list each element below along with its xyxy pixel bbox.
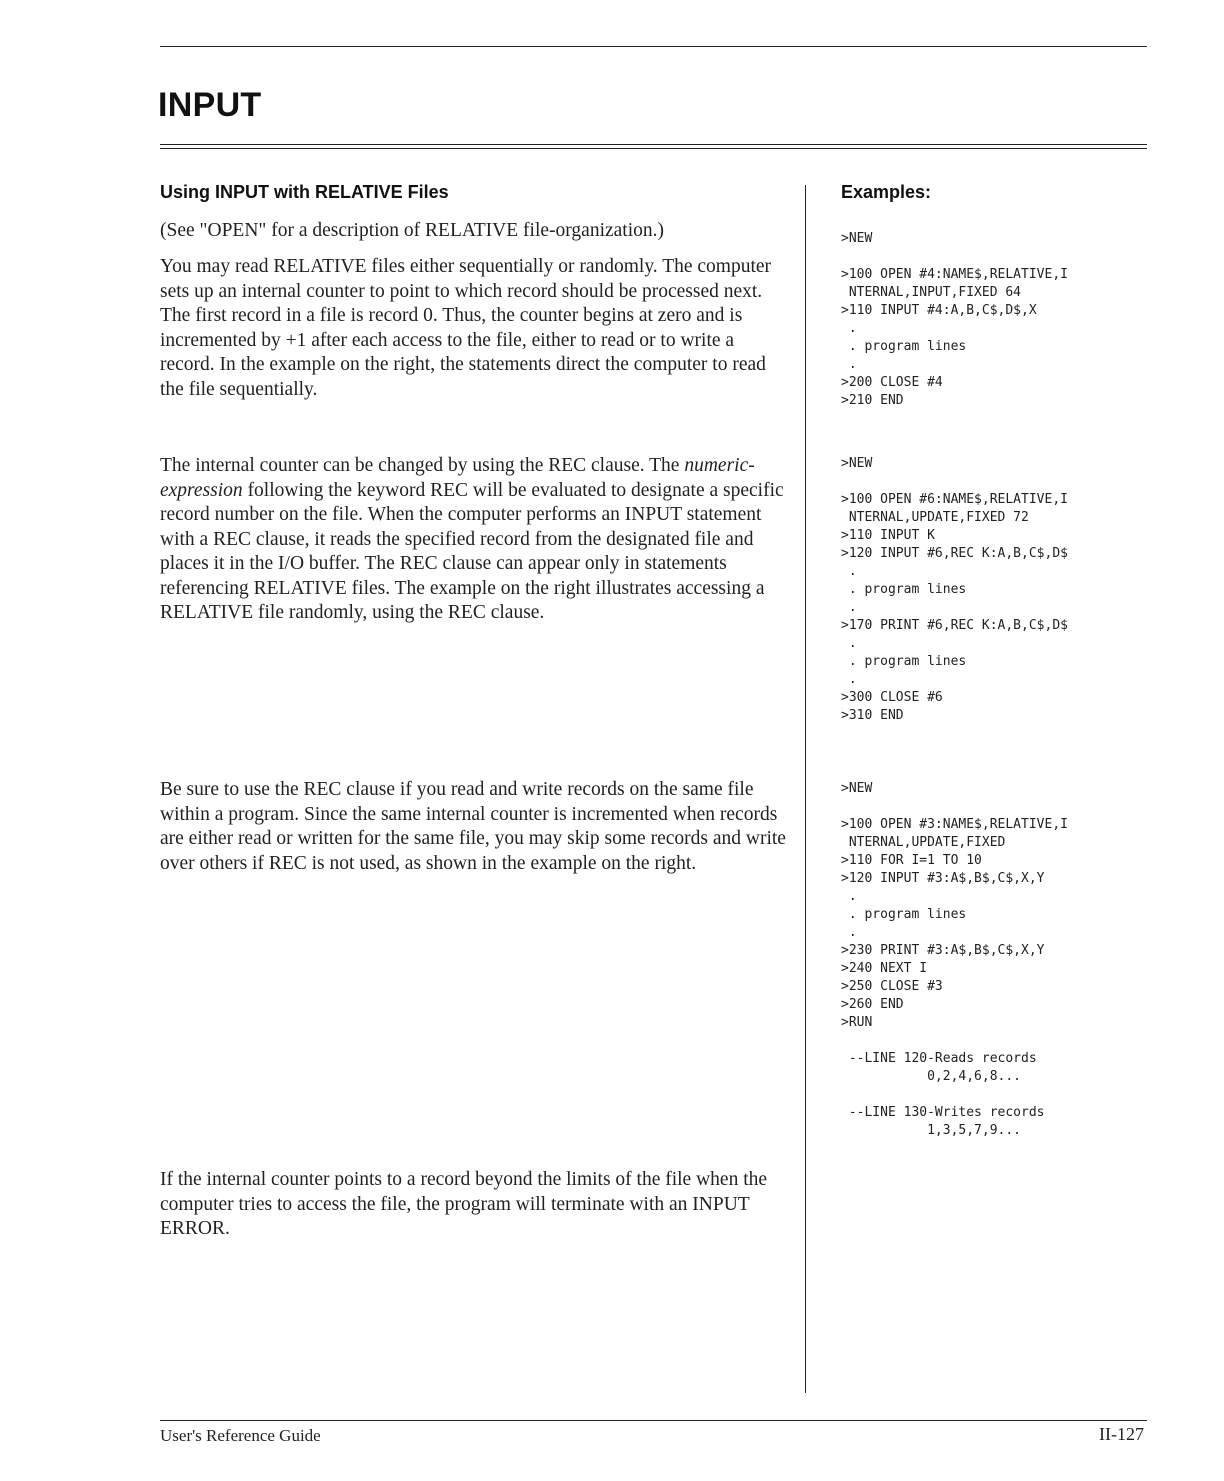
example-sequential-code: >NEW >100 OPEN #4:NAME$,RELATIVE,I NTERNAL,INPUT,FIXED 64 >110 INPUT #4:A,B,C$,D$,X . . program lines . >200 CLOSE #4 >210 END	[841, 231, 1068, 408]
paragraph-same-file-warning: Be sure to use the REC clause if you read and write records on the same file within a program. Since the same internal counter is incremented when records are either read or written for the same file, you may skip some records and write over others if REC is not used, as shown in the example on the right.	[160, 779, 786, 874]
paragraph-rec-clause-start: The internal counter can be changed by using the REC clause. The	[160, 455, 685, 476]
examples-heading: Examples:	[841, 182, 932, 202]
top-rule	[160, 46, 1147, 47]
see-open-note: (See "OPEN" for a description of RELATIVE file-organization.)	[160, 219, 665, 241]
footer-guide-title: User's Reference Guide	[160, 1426, 321, 1445]
example-overwrite-code: >NEW >100 OPEN #3:NAME$,RELATIVE,I NTERNAL,UPDATE,FIXED >110 FOR I=1 TO 10 >120 INPUT #3:A$,B$,C$,X,Y . . program lines . >230 PRINT #3:A$,B$,C$,X,Y >240 NEXT I >250 CLOSE #3 >260 END >RUN --LINE 120-Reads records 0,2,4,6,8... --LINE 130-Writes records 1,3,5,7,9...	[841, 781, 1068, 1138]
example-random-code: >NEW >100 OPEN #6:NAME$,RELATIVE,I NTERNAL,UPDATE,FIXED 72 >110 INPUT K >120 INPUT #6,REC K:A,B,C$,D$ . . program lines . >170 PRINT #6,REC K:A,B,C$,D$ . . program lines . >300 CLOSE #6 >310 END	[841, 456, 1068, 723]
footer-rule	[160, 1420, 1147, 1421]
page-title: INPUT	[158, 86, 262, 124]
paragraph-input-error: If the internal counter points to a record beyond the limits of the file when the computer tries to access the file, the program will terminate with an INPUT ERROR.	[160, 1169, 768, 1239]
column-divider	[805, 185, 806, 1393]
paragraph-rec-clause	[160, 454, 792, 626]
right-column	[841, 180, 1161, 1138]
footer-page-number: II-127	[1099, 1424, 1144, 1444]
paragraph-rec-clause-end: following the keyword REC will be evaluated to designate a specific record number on the file. When the computer performs an INPUT statement with a REC clause, it reads the specified record from the designated file and places it in the I/O buffer. The REC clause can appear only in statements referencing RELATIVE files. The example on the right illustrates accessing a RELATIVE file randomly, using the REC clause.	[160, 479, 784, 623]
section-heading: Using INPUT with RELATIVE Files	[160, 182, 449, 202]
paragraph-sequential-access: You may read RELATIVE files either sequentially or randomly. The computer sets up an internal counter to point to which record should be processed next. The first record in a file is record 0. Thus, the counter begins at zero and is incremented by +1 after each access to the file, either to read or to write a record. In the example on the right, the statements direct the computer to read the file sequentially.	[160, 256, 772, 400]
left-column	[160, 180, 792, 1239]
numeric-expression-term: numeric-expression	[160, 455, 755, 501]
title-double-rule	[160, 144, 1147, 149]
